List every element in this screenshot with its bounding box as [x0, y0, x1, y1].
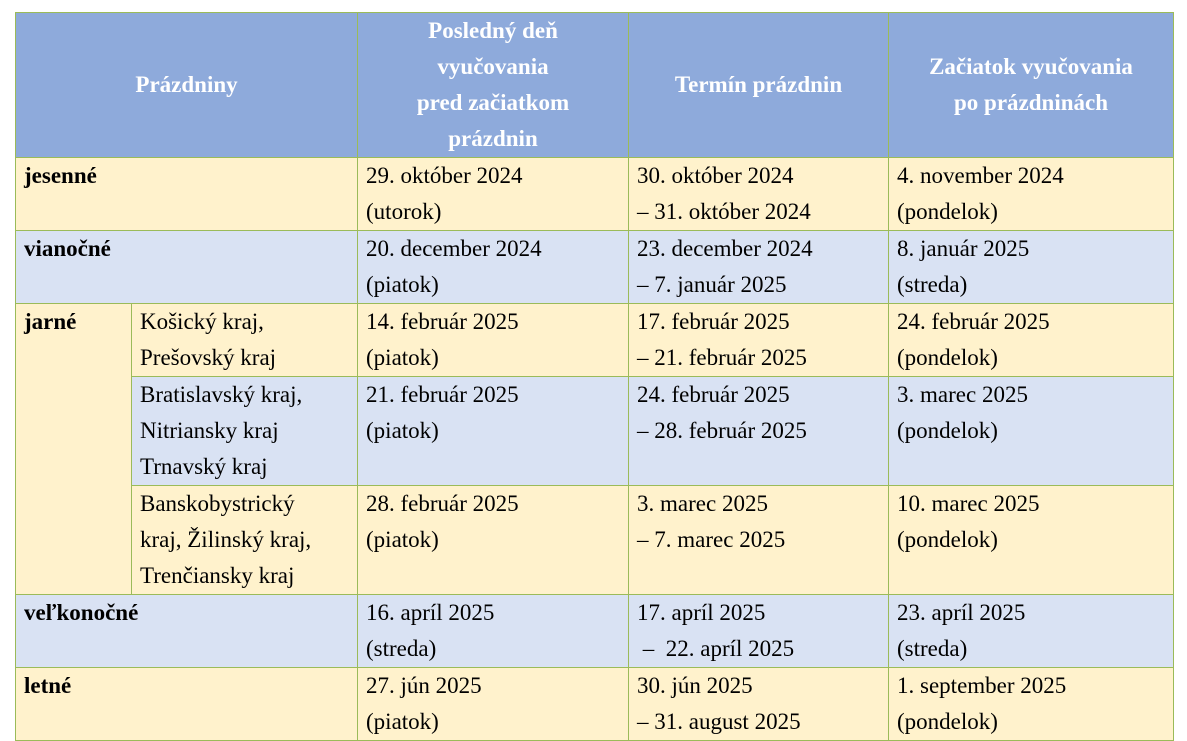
table-header-row	[16, 13, 1174, 158]
term-cell: 17. február 2025 – 21. február 2025	[629, 304, 889, 377]
school-holidays-table	[15, 12, 1174, 741]
region-cell: Banskobystrický kraj, Žilinský kraj, Trenčiansky kraj	[132, 486, 358, 595]
start-cell: 24. február 2025 (pondelok)	[889, 304, 1174, 377]
start-cell: 4. november 2024 (pondelok)	[889, 158, 1174, 231]
term-cell: 24. február 2025 – 28. február 2025	[629, 377, 889, 486]
holiday-name: vianočné	[16, 231, 358, 304]
term-cell: 30. október 2024 – 31. október 2024	[629, 158, 889, 231]
term-cell: 30. jún 2025 – 31. august 2025	[629, 668, 889, 741]
term-cell: 17. apríl 2025 – 22. apríl 2025	[629, 595, 889, 668]
table-row	[16, 231, 1174, 304]
last-day-cell: 21. február 2025 (piatok)	[358, 377, 629, 486]
table-row	[16, 304, 1174, 377]
table-row	[16, 377, 1174, 486]
last-day-cell: 28. február 2025 (piatok)	[358, 486, 629, 595]
last-day-cell: 29. október 2024 (utorok)	[358, 158, 629, 231]
holiday-name: jarné	[16, 304, 132, 595]
holiday-name: veľkonočné	[16, 595, 358, 668]
last-day-cell: 14. február 2025 (piatok)	[358, 304, 629, 377]
header-term: Termín prázdnin	[629, 13, 889, 158]
table-row	[16, 595, 1174, 668]
last-day-cell: 16. apríl 2025 (streda)	[358, 595, 629, 668]
term-cell: 23. december 2024 – 7. január 2025	[629, 231, 889, 304]
header-last-day: Posledný deň vyučovania pred začiatkom prázdnin	[358, 13, 629, 158]
start-cell: 8. január 2025 (streda)	[889, 231, 1174, 304]
start-cell: 23. apríl 2025 (streda)	[889, 595, 1174, 668]
last-day-cell: 27. jún 2025 (piatok)	[358, 668, 629, 741]
start-cell: 10. marec 2025 (pondelok)	[889, 486, 1174, 595]
holiday-name: letné	[16, 668, 358, 741]
region-cell: Košický kraj, Prešovský kraj	[132, 304, 358, 377]
term-cell: 3. marec 2025 – 7. marec 2025	[629, 486, 889, 595]
holiday-name: jesenné	[16, 158, 358, 231]
table-row	[16, 668, 1174, 741]
last-day-cell: 20. december 2024 (piatok)	[358, 231, 629, 304]
table-row	[16, 486, 1174, 595]
header-start: Začiatok vyučovania po prázdninách	[889, 13, 1174, 158]
region-cell: Bratislavský kraj, Nitriansky kraj Trnavský kraj	[132, 377, 358, 486]
start-cell: 3. marec 2025 (pondelok)	[889, 377, 1174, 486]
start-cell: 1. september 2025 (pondelok)	[889, 668, 1174, 741]
header-holidays: Prázdniny	[16, 13, 358, 158]
table-row	[16, 158, 1174, 231]
